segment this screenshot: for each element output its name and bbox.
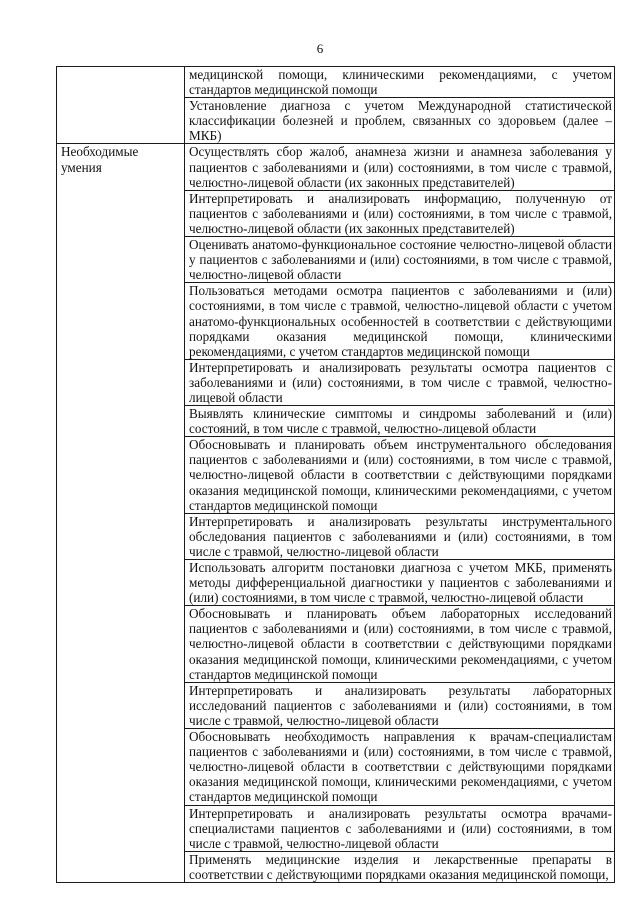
competency-table (56, 66, 615, 883)
row-text: Осуществлять сбор жалоб, анамнеза жизни и анамнеза заболевания у пациентов с заболеваниями и (или) состояниями, в том числе с травмой, челюстно-лицевой области (их законных представителей) (185, 144, 615, 190)
section-label-required-skills: Необходимые умения (57, 144, 185, 883)
row-text: Интерпретировать и анализировать результаты осмотра пациентов с заболеваниями и (или) состояниями, в том числе с травмой, челюстно-лицевой области (185, 359, 615, 405)
page-number: 6 (316, 41, 324, 56)
row-text: Интерпретировать и анализировать результаты лабораторных исследований пациентов с заболеваниями и (или) состояниями, в том числе с травмой, челюстно-лицевой области (185, 682, 615, 728)
row-text: Обосновывать необходимость направления к врачам-специалистам пациентов с заболеваниями и (или) состояниями, в том числе с травмой, челюстно-лицевой области в соответствии с действующими порядками оказания медицинской помощи, клиническими рекомендациями, с учетом стандартов медицинской помощи (185, 729, 615, 805)
row-text: Интерпретировать и анализировать результаты инструментального обследования пациентов с заболеваниями и (или) состояниями, в том числе с травмой, челюстно-лицевой области (185, 513, 615, 559)
row-text: Интерпретировать и анализировать результаты осмотра врачами-специалистами пациентов с заболеваниями и (или) состояниями, в том числе с травмой, челюстно-лицевой области (185, 805, 615, 851)
row-text: Пользоваться методами осмотра пациентов с заболеваниями и (или) состояниями, в том числе с травмой, челюстно-лицевой области с учетом анатомо-функциональных особенностей в соответствии с действующими порядками оказания медицинской помощи, клиническими рекомендациями, с учетом стандартов медицинской помощи (185, 283, 615, 359)
row-text: Интерпретировать и анализировать информацию, полученную от пациентов с заболеваниями и (или) состояниями, в том числе с травмой, челюстно-лицевой области (их законных представителей) (185, 190, 615, 236)
table-row (57, 67, 615, 98)
row-text: Применять медицинские изделия и лекарственные препараты в соответствии с действующими порядками оказания медицинской помощи, (185, 851, 615, 882)
row-text: Обосновывать и планировать объем лабораторных исследований пациентов с заболеваниями и (или) состояниями, в том числе с травмой, челюстно-лицевой области в соответствии с действующими порядками оказания медицинской помощи, клиническими рекомендациями, с учетом стандартов медицинской помощи (185, 606, 615, 682)
row-text: Выявлять клинические симптомы и синдромы заболеваний и (или) состояний, в том числе с травмой, челюстно-лицевой области (185, 406, 615, 437)
row-text: медицинской помощи, клиническими рекомендациями, с учетом стандартов медицинской помощи (185, 67, 615, 98)
table-row (57, 144, 615, 190)
row-label (57, 67, 185, 144)
row-text: Обосновывать и планировать объем инструментального обследования пациентов с заболеваниями и (или) состояниями, в том числе с травмой, челюстно-лицевой области в соответствии с действующими порядками оказания медицинской помощи, клиническими рекомендациями, с учетом стандартов медицинской помощи (185, 437, 615, 513)
row-text: Использовать алгоритм постановки диагноза с учетом МКБ, применять методы дифференциальной диагностики у пациентов с заболеваниями и (или) состояниями, в том числе с травмой, челюстно-лицевой области (185, 560, 615, 606)
row-text: Установление диагноза с учетом Международной статистической классификации болезней и проблем, связанных со здоровьем (далее – МКБ) (185, 98, 615, 144)
row-text: Оценивать анатомо-функциональное состояние челюстно-лицевой области у пациентов с заболеваниями и (или) состояниями, в том числе с травмой, челюстно-лицевой области (185, 237, 615, 283)
